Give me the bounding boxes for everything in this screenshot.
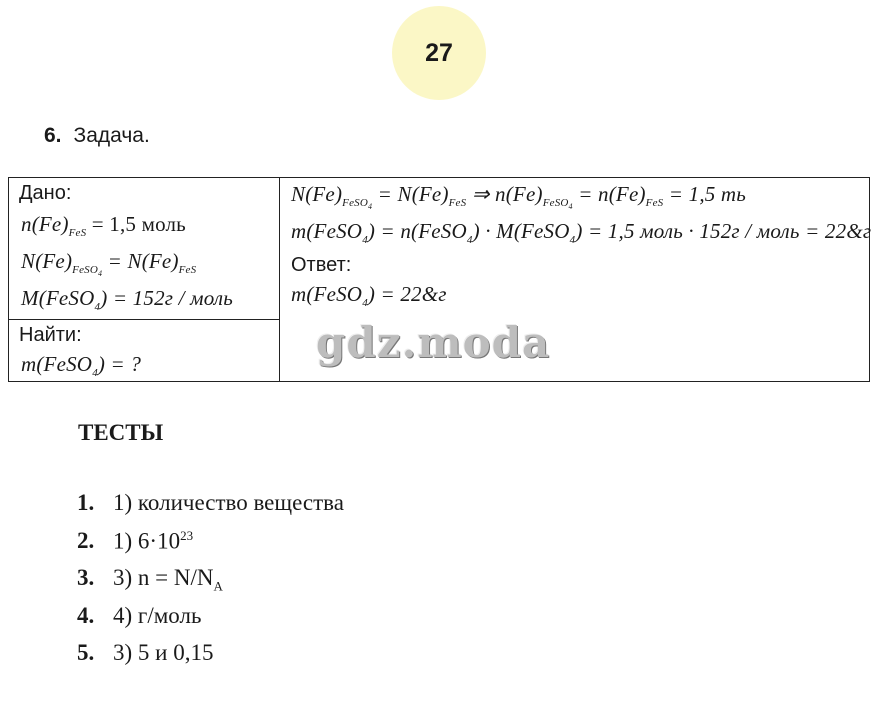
page-number: 27 bbox=[425, 38, 453, 67]
find-label: Найти: bbox=[19, 324, 82, 346]
task-number: 6. bbox=[44, 124, 62, 147]
given-n-fe: $n(Fe)_{FeS} = 1,5$ моль bbox=[21, 212, 186, 239]
page-number-badge bbox=[392, 6, 486, 100]
table-divider-horizontal bbox=[9, 319, 279, 320]
table-divider-vertical bbox=[279, 178, 280, 381]
given-label: Дано: bbox=[19, 182, 72, 204]
given-molar-mass: M(FeSO$_4$) = 152г / моль bbox=[21, 286, 234, 313]
task-heading bbox=[44, 124, 150, 148]
answer-value: m(FeSO$_4$) = 22&г bbox=[291, 282, 447, 309]
list-item: 5. 3) 5 и 0,15 bbox=[77, 640, 214, 665]
list-item: 1. 1) количество вещества bbox=[77, 490, 344, 515]
watermark-logo: gdz.moda bbox=[316, 318, 551, 367]
test-answers-list bbox=[77, 490, 344, 678]
solution-line-2: m(FeSO$_4$) = n(FeSO$_4$) · M(FeSO$_4$) = 1,5 моль · 152г / моль = 22&г bbox=[291, 219, 872, 246]
answer-label: Ответ: bbox=[291, 254, 352, 276]
given-n-equality: $N(Fe)_{FeSO_4} = N(Fe)_{FeS}$ bbox=[21, 249, 197, 278]
list-item: 2. 1) $6\cdot 10^{23}$ bbox=[77, 527, 194, 554]
find-mass: m(FeSO$_4$) = ? bbox=[21, 352, 142, 379]
list-item: 4. 4) г/моль bbox=[77, 602, 202, 628]
tests-title: ТЕСТЫ bbox=[78, 420, 164, 445]
solution-line-1: $N(Fe)_{FeSO_4} = N(Fe)_{FeS}$ ⇒ $n(Fe)_{FeSO_4} = n(Fe)_{FeS} = 1,5$ ть bbox=[291, 182, 747, 211]
task-title: Задача. bbox=[73, 124, 150, 147]
list-item: 3. 3) $n = N/N_A$ bbox=[77, 565, 223, 594]
